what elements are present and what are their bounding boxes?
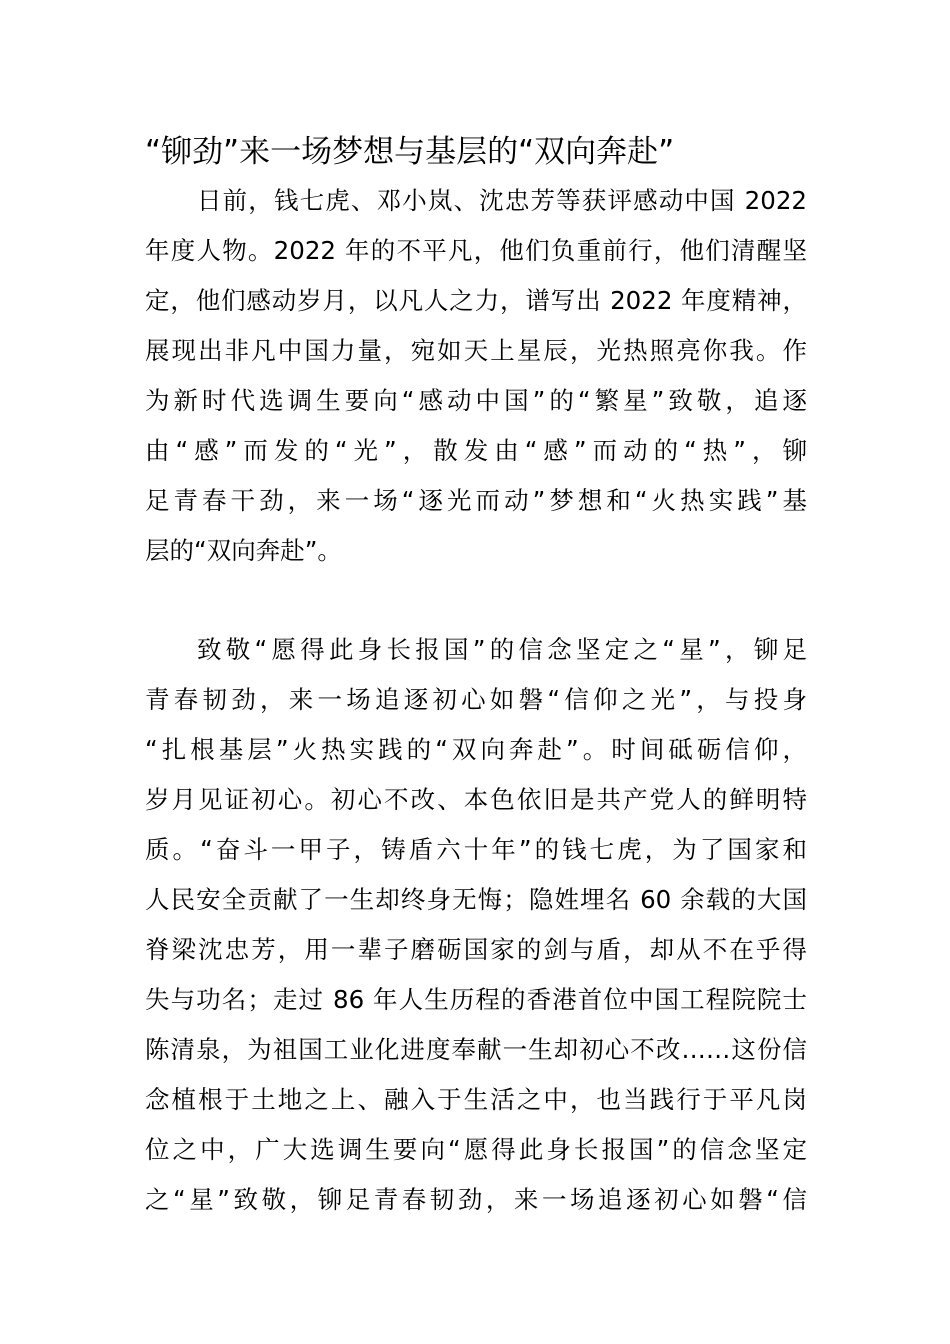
text-line: 岁月见证初心。初心不改、本色依旧是共产党人的鲜明特 [145, 785, 807, 814]
text-line: 人民安全贡献了一生却终身无悔；隐姓埋名 60 余载的大国 [145, 885, 807, 914]
text-line: 青春韧劲，来一场追逐初心如磐“信仰之光”，与投身 [145, 685, 807, 714]
text-line: 为新时代选调生要向“感动中国”的“繁星”致敬，追逐 [145, 386, 807, 415]
text-line: 年度人物。2022 年的不平凡，他们负重前行，他们清醒坚 [145, 236, 807, 265]
text-line: 之“星”致敬，铆足青春韧劲，来一场追逐初心如磐“信 [145, 1185, 807, 1214]
text-line: 失与功名；走过 86 年人生历程的香港首位中国工程院院士 [145, 985, 807, 1014]
text-line: 陈清泉，为祖国工业化进度奉献一生却初心不改……这份信 [145, 1035, 807, 1064]
text-line: “扎根基层”火热实践的“双向奔赴”。时间砥砺信仰， [145, 735, 807, 764]
text-line: 展现出非凡中国力量，宛如天上星辰，光热照亮你我。作 [145, 336, 807, 365]
paragraph-1 [145, 176, 807, 576]
document-title: “铆劲”来一场梦想与基层的“双向奔赴” [145, 134, 675, 170]
text-line: 致敬“愿得此身长报国”的信念坚定之“星”，铆足 [197, 635, 807, 664]
text-line: 质。“奋斗一甲子，铸盾六十年”的钱七虎，为了国家和 [145, 835, 807, 864]
text-line: 足青春干劲，来一场“逐光而动”梦想和“火热实践”基 [145, 486, 807, 515]
text-line: 由“感”而发的“光”，散发由“感”而动的“热”，铆 [145, 436, 807, 465]
text-line: 脊梁沈忠芳，用一辈子磨砺国家的剑与盾，却从不在乎得 [145, 935, 807, 964]
text-line: 位之中，广大选调生要向“愿得此身长报国”的信念坚定 [145, 1135, 807, 1164]
text-line: 层的“双向奔赴”。 [145, 536, 342, 565]
text-line: 念植根于土地之上、融入于生活之中，也当践行于平凡岗 [145, 1085, 807, 1114]
text-line: 定，他们感动岁月，以凡人之力，谱写出 2022 年度精神， [145, 286, 807, 315]
text-line: 日前，钱七虎、邓小岚、沈忠芳等获评感动中国 2022 [197, 186, 807, 215]
paragraph-2 [145, 625, 807, 1225]
